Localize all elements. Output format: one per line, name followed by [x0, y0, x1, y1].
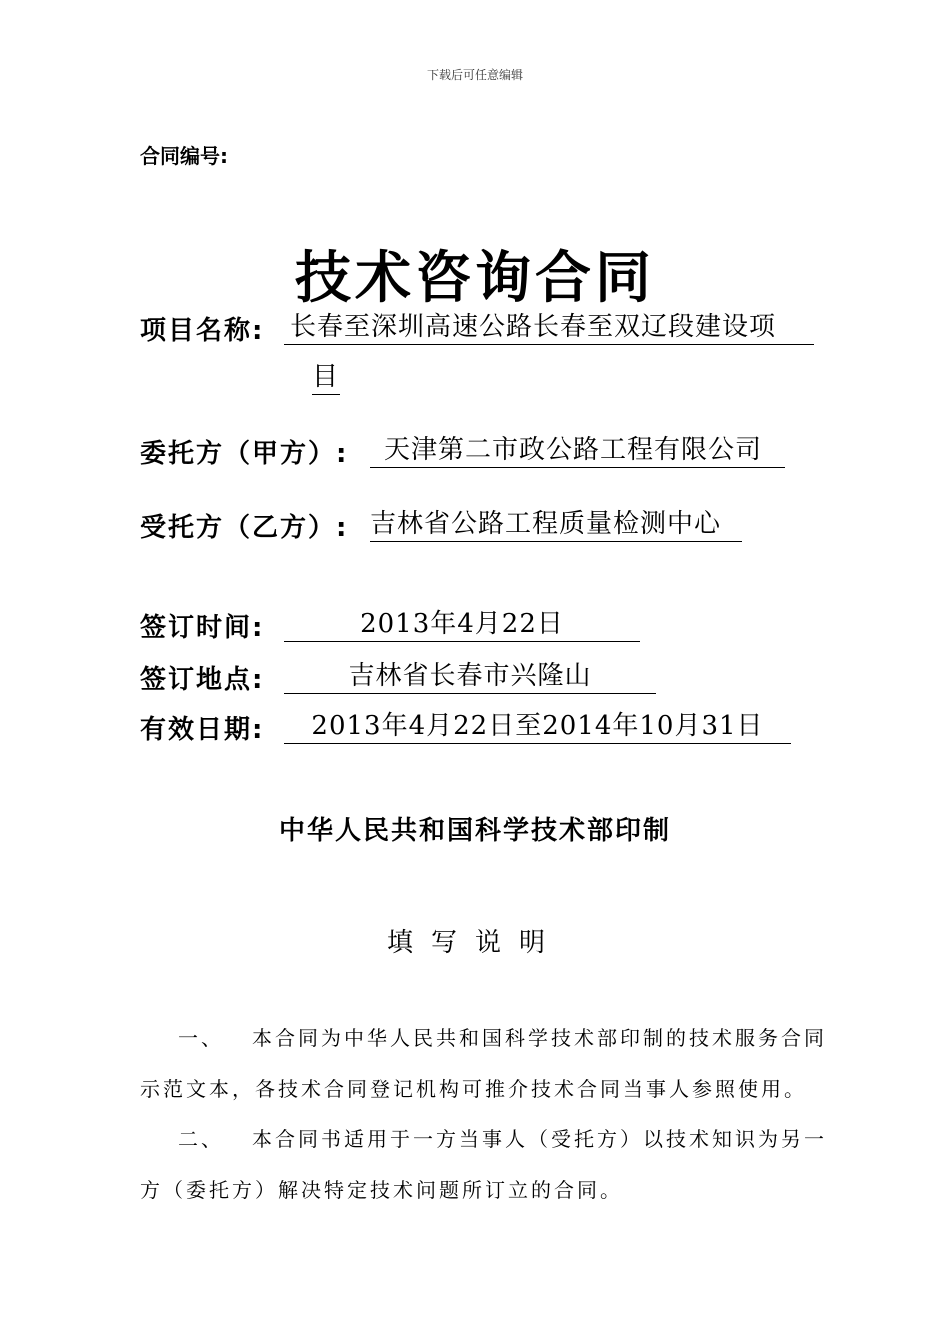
contractor-value: 吉林省公路工程质量检测中心 [370, 507, 742, 542]
sign-place-label: 签订地点: [140, 665, 265, 695]
client-value: 天津第二市政公路工程有限公司 [370, 433, 785, 468]
valid-period-value: 2013年4月22日至2014年10月31日 [284, 709, 791, 744]
instruction-item-1-line2: 示范文本，各技术合同登记机构可推介技术合同当事人参照使用。 [140, 1077, 807, 1101]
instructions-title: 填写说明 [386, 928, 563, 958]
sign-date-label: 签订时间: [140, 613, 265, 643]
valid-period-label: 有效日期: [140, 715, 265, 745]
instruction-item-1-marker: 一、 [178, 1026, 224, 1050]
printer-line: 中华人民共和国科学技术部印制 [278, 816, 671, 846]
instruction-item-1-text: 本合同为中华人民共和国科学技术部印制的技术服务合同 [252, 1026, 827, 1050]
project-name-value-line2: 目 [312, 360, 340, 395]
contract-number-label: 合同编号: [140, 144, 228, 168]
sign-date-value: 2013年4月22日 [284, 607, 640, 642]
document-title: 技术咨询合同 [295, 246, 655, 311]
instruction-item-2-text: 本合同书适用于一方当事人（受托方）以技术知识为另一 [252, 1127, 827, 1151]
instruction-item-2-line1 [178, 1123, 827, 1152]
project-name-value-line1: 长春至深圳高速公路长春至双辽段建设项 [284, 310, 814, 345]
instruction-item-2-marker: 二、 [178, 1127, 224, 1151]
instruction-item-1-line1 [178, 1022, 827, 1051]
contractor-label: 受托方（乙方）: [140, 513, 349, 543]
header-note: 下载后可任意编辑 [426, 68, 523, 82]
client-label: 委托方（甲方）: [140, 439, 349, 469]
project-name-label: 项目名称: [140, 316, 265, 346]
sign-place-value: 吉林省长春市兴隆山 [284, 659, 656, 694]
instruction-item-2-line2: 方（委托方）解决特定技术问题所订立的合同。 [140, 1178, 623, 1202]
